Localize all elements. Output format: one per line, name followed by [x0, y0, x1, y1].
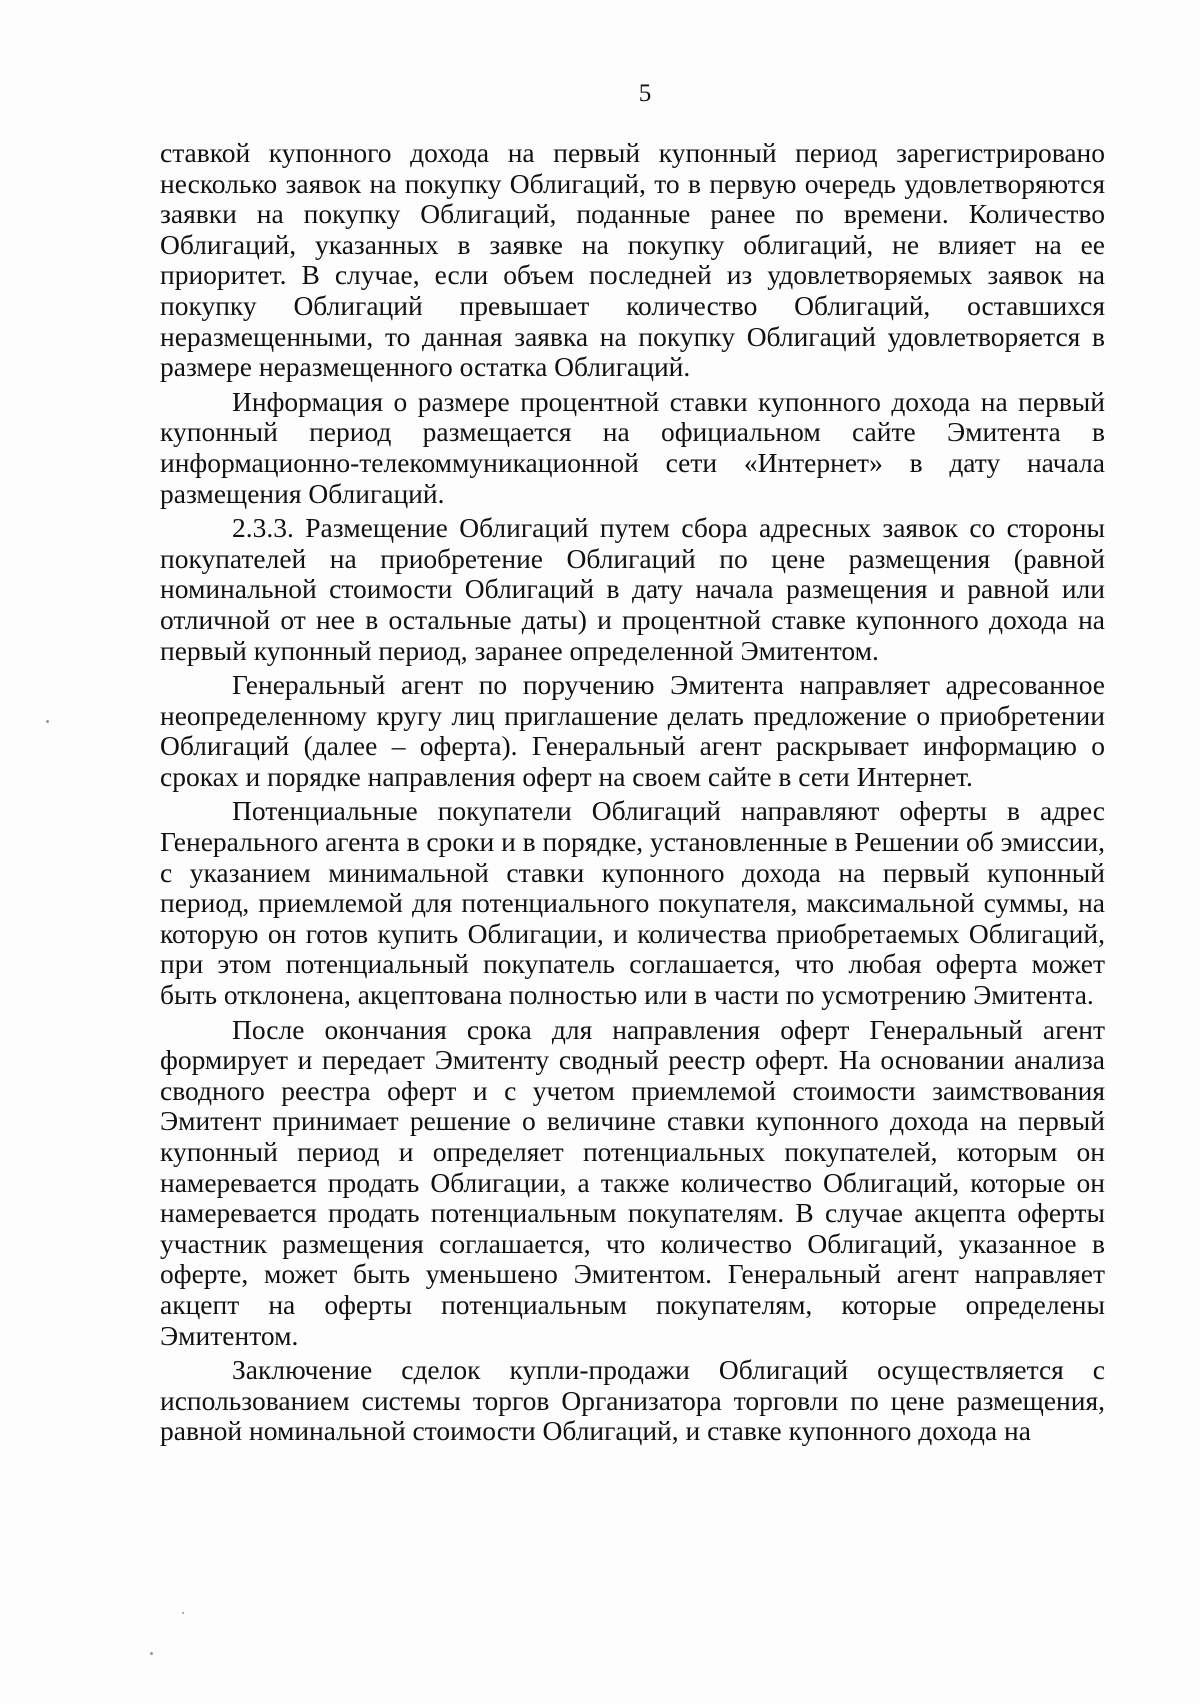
paragraph: Генеральный агент по поручению Эмитента направляет адресованное неопределенному кругу лиц приглашение делать предложение о приобретении Облигаций (далее – оферта). Генеральный агент раскрывает информацию о сроках и порядке направления оферт на своем сайте в сети Интернет. — [160, 669, 1105, 792]
paragraph: Потенциальные покупатели Облигаций направляют оферты в адрес Генерального агента в сроки и в порядке, установленные в Решении об эмиссии, с указанием минимальной ставки купонного дохода на первый купонный период, приемлемой для потенциального покупателя, максимальной суммы, на которую он готов купить Облигации, и количества приобретаемых Облигаций, при этом потенциальный покупатель соглашается, что любая оферта может быть отклонена, акцептована полностью или в части по усмотрению Эмитента. — [160, 795, 1105, 1011]
paragraph: После окончания срока для направления оферт Генеральный агент формирует и передает Эмитенту сводный реестр оферт. На основании анализа сводного реестра оферт и с учетом приемлемой стоимости заимствования Эмитент принимает решение о величине ставки купонного дохода на первый купонный период и определяет потенциальных покупателей, которым он намеревается продать Облигации, а также количество Облигаций, которые он намеревается продать потенциальным покупателям. В случае акцепта оферты участник размещения соглашается, что количество Облигаций, указанное в оферте, может быть уменьшено Эмитентом. Генеральный агент направляет акцепт на оферты потенциальным покупателям, которые определены Эмитентом. — [160, 1013, 1105, 1351]
page-number: 5 — [638, 80, 652, 107]
paragraph: Заключение сделок купли-продажи Облигаций осуществляется с использованием системы торгов Организатора торговли по цене размещения, равной номинальной стоимости Облигаций, и ставке купонного дохода на — [160, 1354, 1105, 1447]
scan-speck — [150, 1652, 153, 1655]
document-body — [160, 138, 1105, 1451]
paragraph: Информация о размере процентной ставки купонного дохода на первый купонный период размещается на официальном сайте Эмитента в информационно-телекоммуникационной сети «Интернет» в дату начала размещения Облигаций. — [160, 385, 1105, 509]
scan-speck — [46, 720, 49, 723]
scan-speck — [182, 1612, 184, 1614]
paragraph-section-2-3-3: 2.3.3. Размещение Облигаций путем сбора адресных заявок со стороны покупателей на приобретение Облигаций по цене размещения (равной номинальной стоимости Облигаций в дату начала размещения и равной или отличной от нее в остальные даты) и процентной ставке купонного дохода на первый купонный период, заранее определенной Эмитентом. — [160, 512, 1105, 666]
paragraph-continuation: ставкой купонного дохода на первый купонный период зарегистрировано несколько заявок на покупку Облигаций, то в первую очередь удовлетворяются заявки на покупку Облигаций, поданные ранее по времени. Количество Облигаций, указанных в заявке на покупку облигаций, не влияет на ее приоритет. В случае, если объем последней из удовлетворяемых заявок на покупку Облигаций превышает количество Облигаций, оставшихся неразмещенными, то данная заявка на покупку Облигаций удовлетворяется в размере неразмещенного остатка Облигаций. — [160, 137, 1105, 383]
